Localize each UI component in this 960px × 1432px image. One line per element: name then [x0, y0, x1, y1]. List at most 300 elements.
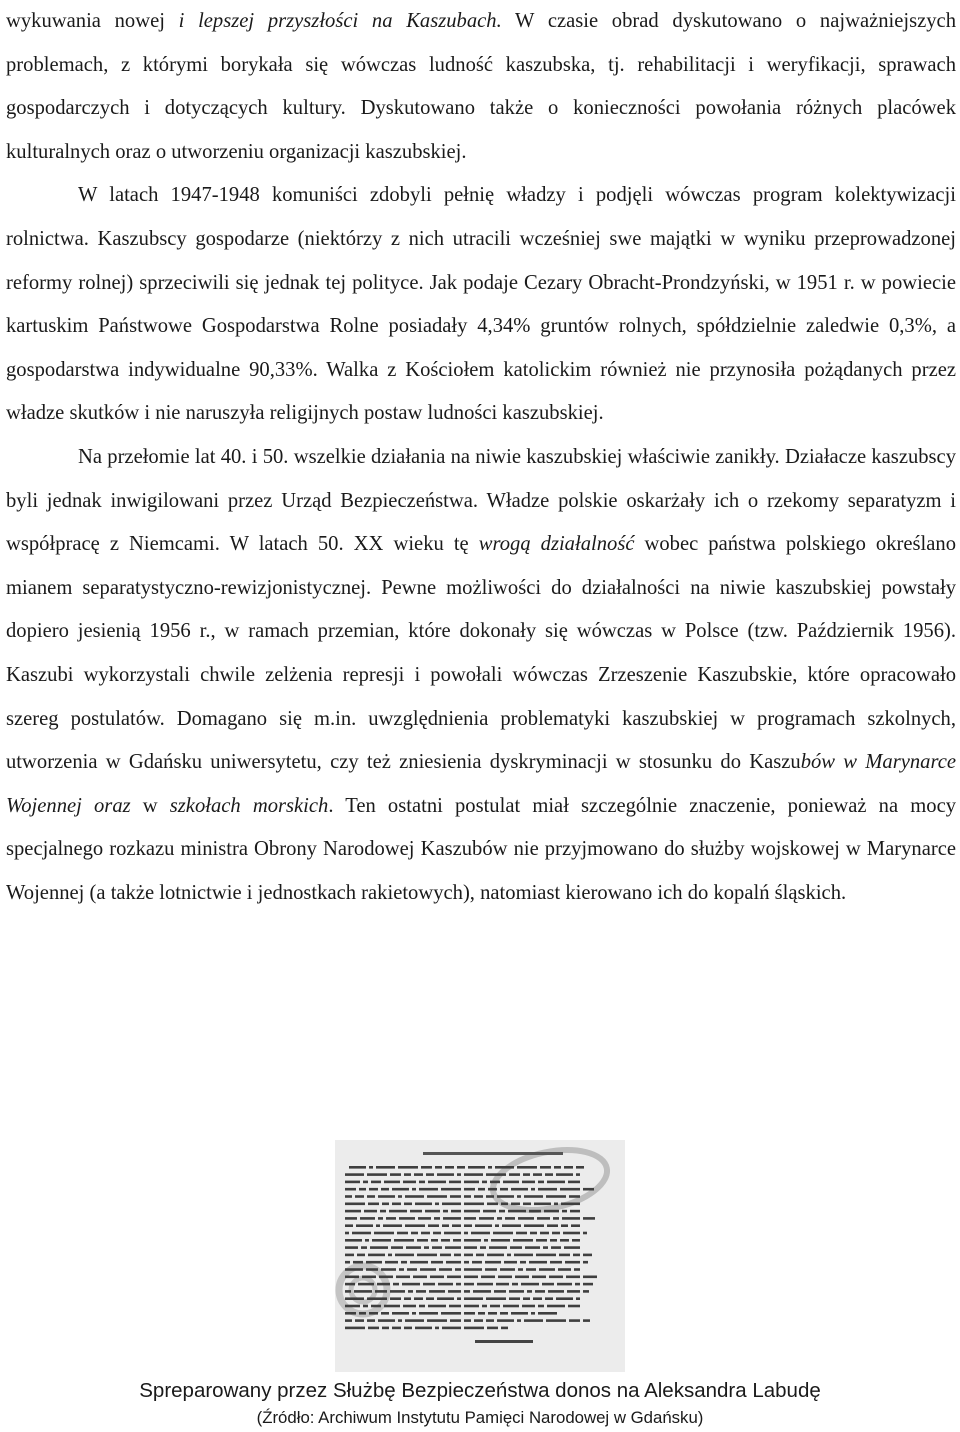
typed-word [550, 1261, 562, 1264]
typed-word [399, 1268, 404, 1271]
typed-word [464, 1312, 475, 1315]
typed-word [464, 1188, 475, 1191]
typed-word [478, 1188, 485, 1191]
text-run: wobec państwa polskiego określano mianem separatystyczno-rewizjonistycznej. Pewne możliwości do działalności na niwie kaszubskiej powstały dopiero jesienią 1956 r., w ramach przemian, które dokonały się wówczas w Polsce (tzw. Październik 1956). Kaszubi wykorzystali chwile zelżenia represji i powołali wówczas Zrzeszenie Kaszubskie, które opracowało szereg postulatów. Domagano się m.in. uwzględnienia problematyki kaszubskiej w programach szkolnych, utworzenia w Gdańsku uniwersytetu, czy też zniesienia dyskryminacji w stosunku do Kaszu [6, 533, 956, 774]
typed-word [483, 1210, 496, 1213]
typed-word [488, 1188, 497, 1191]
typed-word [368, 1254, 385, 1257]
typed-word [531, 1188, 535, 1191]
typed-word [509, 1297, 520, 1300]
typed-word [474, 1195, 483, 1198]
typed-word [545, 1297, 553, 1300]
typed-word [524, 1195, 543, 1198]
typed-word [583, 1319, 590, 1322]
typed-word [543, 1246, 548, 1249]
typed-word [464, 1319, 471, 1322]
typed-word [571, 1224, 580, 1227]
typed-word [538, 1188, 557, 1191]
typed-word [561, 1203, 580, 1206]
typed-word [379, 1276, 393, 1279]
typed-word [415, 1203, 432, 1206]
typed-word [426, 1297, 434, 1300]
typed-word [504, 1261, 517, 1264]
typed-word [442, 1327, 461, 1330]
typed-word [441, 1312, 461, 1315]
text-run: W czasie obrad dyskutowano o najważniejszych problemach, z którymi borykała się wówczas ludność kaszubska, tj. rehabilitacji i weryfikacji, sprawach gospodarczych i dotyczących kultury. Dyskutowano także o konieczności powołania różnych placówek kulturalnych oraz o utworzeniu organizacji kaszubskiej. [6, 10, 956, 163]
typed-word [464, 1268, 482, 1271]
typed-word [428, 1305, 446, 1308]
typed-word [440, 1254, 451, 1257]
typed-word [414, 1173, 423, 1176]
typed-word [345, 1254, 354, 1257]
typed-word [564, 1246, 580, 1249]
typed-word [435, 1327, 439, 1330]
typed-word [454, 1254, 461, 1257]
typed-word [495, 1166, 514, 1169]
typed-word [448, 1290, 461, 1293]
typed-word [445, 1166, 454, 1169]
typed-word [486, 1297, 506, 1300]
typed-word [361, 1246, 367, 1249]
typed-word [501, 1203, 508, 1206]
typed-word [538, 1312, 557, 1315]
typed-word [533, 1297, 542, 1300]
typed-word [404, 1173, 411, 1176]
typed-word [383, 1224, 402, 1227]
typed-word [419, 1188, 438, 1191]
typed-word [435, 1166, 442, 1169]
typed-word [517, 1166, 537, 1169]
typed-word [407, 1268, 417, 1271]
typed-word [501, 1327, 508, 1330]
document-page [6, 0, 956, 915]
typed-word [583, 1261, 588, 1264]
typed-word [476, 1254, 484, 1257]
typed-word [367, 1297, 387, 1300]
typed-word [464, 1217, 476, 1220]
typed-word [430, 1276, 444, 1279]
typed-word [583, 1283, 593, 1286]
typed-word [517, 1319, 521, 1322]
typed-word [370, 1246, 388, 1249]
typed-word [429, 1290, 445, 1293]
typed-word [402, 1283, 420, 1286]
typed-word [522, 1181, 535, 1184]
typewritten-document-icon [335, 1140, 625, 1372]
typed-word [396, 1276, 410, 1279]
typed-word [417, 1254, 437, 1257]
typed-word [405, 1195, 424, 1198]
typed-word [566, 1276, 580, 1279]
typed-word [445, 1246, 461, 1249]
typed-word [401, 1261, 407, 1264]
typed-word [496, 1283, 509, 1286]
typed-word [365, 1239, 369, 1242]
typed-word [505, 1217, 515, 1220]
typed-word [530, 1232, 537, 1235]
typed-word [538, 1181, 544, 1184]
typed-word [464, 1283, 474, 1286]
typed-word [523, 1203, 531, 1206]
typed-word [531, 1312, 535, 1315]
typed-word [369, 1312, 378, 1315]
typed-word [490, 1305, 500, 1308]
typed-word [563, 1232, 580, 1235]
typed-word [529, 1261, 547, 1264]
typed-word [433, 1232, 441, 1235]
typed-word [486, 1173, 506, 1176]
typed-word [453, 1239, 461, 1242]
typed-word [404, 1203, 412, 1206]
typed-word [412, 1312, 416, 1315]
typed-word [359, 1312, 366, 1315]
typed-word [403, 1305, 416, 1308]
typed-word [540, 1166, 551, 1169]
typed-word [428, 1181, 446, 1184]
typed-word [489, 1246, 507, 1249]
typed-word [485, 1261, 501, 1264]
typed-word [511, 1188, 528, 1191]
italic-text: bów w Marynarce Wojennej oraz [6, 751, 956, 817]
typed-word [464, 1195, 471, 1198]
typed-word [547, 1305, 565, 1308]
typed-word [488, 1312, 497, 1315]
typed-word [381, 1188, 389, 1191]
typed-word [449, 1181, 461, 1184]
typed-word [363, 1181, 368, 1184]
typed-word [556, 1173, 573, 1176]
typed-word [389, 1210, 407, 1213]
typed-word [503, 1181, 519, 1184]
typed-word [568, 1181, 580, 1184]
typed-word [446, 1261, 461, 1264]
typed-word [345, 1224, 353, 1227]
typed-word [457, 1166, 465, 1169]
typed-word [554, 1166, 561, 1169]
typed-word [473, 1290, 491, 1293]
typed-word [497, 1217, 502, 1220]
typed-word [534, 1203, 551, 1206]
typed-word [538, 1305, 544, 1308]
typed-word [512, 1283, 518, 1286]
typed-word [529, 1210, 541, 1213]
typed-word [395, 1254, 414, 1257]
typed-word [431, 1261, 443, 1264]
typed-word [378, 1319, 395, 1322]
typed-word [500, 1188, 508, 1191]
typed-word [567, 1290, 580, 1293]
typed-word [535, 1290, 545, 1293]
typed-word [556, 1297, 573, 1300]
typed-word [478, 1312, 485, 1315]
typed-word [363, 1305, 368, 1308]
typed-word [490, 1181, 500, 1184]
typed-word [358, 1283, 374, 1286]
typed-word [515, 1276, 529, 1279]
typed-word [345, 1327, 365, 1330]
typed-word [511, 1203, 520, 1206]
typed-word [357, 1254, 365, 1257]
typed-word [498, 1276, 512, 1279]
typed-word [456, 1283, 461, 1286]
typed-word [449, 1305, 461, 1308]
typed-word [468, 1166, 485, 1169]
typed-word [345, 1239, 362, 1242]
typed-word [434, 1217, 440, 1220]
typed-word [464, 1224, 472, 1227]
archival-document-image [335, 1140, 625, 1372]
typed-word [386, 1217, 396, 1220]
typed-word [356, 1224, 373, 1227]
typed-word [488, 1166, 492, 1169]
typed-word [569, 1195, 580, 1198]
typed-word [376, 1166, 395, 1169]
typed-word [408, 1290, 413, 1293]
italic-text: wrogą działalność [478, 533, 635, 556]
typed-word [510, 1246, 522, 1249]
typed-word [484, 1239, 488, 1242]
typed-word [507, 1254, 511, 1257]
typed-word [368, 1327, 379, 1330]
typed-word [464, 1254, 473, 1257]
typed-word [472, 1261, 482, 1264]
typed-word [562, 1210, 567, 1213]
typed-word [486, 1195, 494, 1198]
typed-word [437, 1173, 454, 1176]
typed-word [345, 1283, 355, 1286]
typed-word [548, 1290, 564, 1293]
typed-word [345, 1232, 349, 1235]
typed-word [500, 1312, 508, 1315]
typed-word [428, 1224, 439, 1227]
typed-word [384, 1181, 400, 1184]
typed-word [480, 1246, 486, 1249]
typed-word [497, 1319, 514, 1322]
typed-word [487, 1327, 498, 1330]
typed-word [399, 1217, 415, 1220]
typed-word [390, 1297, 401, 1300]
typed-word [486, 1319, 494, 1322]
typed-word [413, 1276, 427, 1279]
text-run: w [130, 794, 170, 817]
typed-word [525, 1246, 540, 1249]
typed-word [552, 1232, 560, 1235]
typed-word [583, 1254, 592, 1257]
typed-word [385, 1261, 398, 1264]
typed-word [404, 1297, 411, 1300]
typed-word [419, 1305, 425, 1308]
typed-word [435, 1203, 439, 1206]
typed-word [372, 1239, 391, 1242]
typed-word [546, 1319, 566, 1322]
typed-word [414, 1297, 423, 1300]
typed-word [349, 1166, 366, 1169]
typed-word [511, 1312, 528, 1315]
typed-word [377, 1283, 390, 1286]
typed-word [487, 1203, 498, 1206]
typed-word [345, 1261, 350, 1264]
typed-word [353, 1261, 363, 1264]
typed-word [464, 1203, 484, 1206]
typed-word [569, 1319, 580, 1322]
typed-word [384, 1305, 400, 1308]
typed-word [345, 1297, 364, 1300]
typed-word [427, 1319, 447, 1322]
typed-word [524, 1319, 543, 1322]
typed-word [451, 1210, 461, 1213]
typed-word [562, 1217, 580, 1220]
typed-word [345, 1203, 365, 1206]
typed-word [426, 1173, 434, 1176]
typed-word [392, 1327, 401, 1330]
typed-word [583, 1188, 594, 1191]
typed-word [442, 1224, 449, 1227]
typed-word [497, 1195, 514, 1198]
typed-word [576, 1297, 580, 1300]
typed-word [570, 1210, 580, 1213]
typed-word [479, 1217, 494, 1220]
typed-word [345, 1195, 352, 1198]
typed-word [345, 1246, 358, 1249]
typed-word [393, 1283, 399, 1286]
typed-word [524, 1224, 544, 1227]
typed-word [382, 1203, 389, 1206]
typed-word [572, 1239, 580, 1242]
typed-word [418, 1217, 431, 1220]
text-run: wykuwania nowej [6, 10, 179, 32]
typed-word [564, 1166, 573, 1169]
typed-word [388, 1254, 392, 1257]
typed-word [514, 1254, 533, 1257]
typed-word [477, 1283, 493, 1286]
typed-word [499, 1210, 505, 1213]
typed-word [406, 1246, 421, 1249]
typed-word [583, 1217, 595, 1220]
typed-word [551, 1246, 561, 1249]
typed-word [378, 1217, 383, 1220]
typed-word [464, 1261, 469, 1264]
typed-word [366, 1261, 382, 1264]
typed-word [576, 1166, 584, 1169]
typed-word [345, 1276, 359, 1279]
typed-word [367, 1319, 375, 1322]
typed-word [547, 1224, 558, 1227]
typed-word [464, 1232, 468, 1235]
typed-word [425, 1210, 440, 1213]
typed-word [376, 1224, 380, 1227]
figure-source: (Źródło: Archiwum Instytutu Pamięci Narodowej w Gdańsku) [256, 1408, 704, 1427]
typed-word [533, 1173, 542, 1176]
text-run: Na przełomie lat 40. i 50. wszelkie działania na niwie kaszubskiej właściwie zanikły. Działacze kaszubscy byli jednak inwigilowani przez Urząd Bezpieczeństwa. Władze polskie oskarżały ich o rzekomy separatyzm i współpracę z Niemcami. W latach 50. XX wieku tę [6, 445, 956, 556]
typed-word [560, 1239, 569, 1242]
typed-word [362, 1276, 376, 1279]
typed-word [345, 1181, 360, 1184]
typed-word [411, 1232, 418, 1235]
typed-word [547, 1181, 565, 1184]
typed-word [345, 1217, 357, 1220]
typed-word [391, 1246, 403, 1249]
typed-word [398, 1166, 418, 1169]
typed-word [457, 1297, 461, 1300]
typed-word [583, 1232, 587, 1235]
typed-word [427, 1195, 447, 1198]
typed-word [368, 1203, 379, 1206]
typed-word [509, 1173, 520, 1176]
typed-word [546, 1195, 566, 1198]
typed-word [345, 1173, 364, 1176]
typed-word [549, 1276, 563, 1279]
typed-word [522, 1305, 535, 1308]
typed-word [416, 1290, 426, 1293]
typed-word [493, 1232, 513, 1235]
typed-word [394, 1239, 414, 1242]
typed-word [494, 1290, 506, 1293]
typed-word [560, 1188, 580, 1191]
typed-word [371, 1305, 381, 1308]
typed-word [369, 1188, 378, 1191]
typed-word [392, 1203, 401, 1206]
typed-word [345, 1210, 361, 1213]
typed-word [354, 1290, 372, 1293]
typed-word [352, 1232, 371, 1235]
typed-word [502, 1224, 521, 1227]
typed-word [345, 1312, 356, 1315]
typed-word [410, 1210, 422, 1213]
typed-word [518, 1268, 523, 1271]
typed-word [421, 1232, 430, 1235]
typed-word [464, 1305, 479, 1308]
typed-word [559, 1254, 570, 1257]
typed-word [482, 1305, 487, 1308]
typed-word [360, 1217, 375, 1220]
typed-word [397, 1232, 408, 1235]
typed-word [583, 1290, 589, 1293]
typed-word [553, 1217, 559, 1220]
typed-word [398, 1319, 402, 1322]
typed-word [438, 1283, 453, 1286]
typed-word [521, 1283, 539, 1286]
typed-word [558, 1268, 571, 1271]
typed-word [545, 1173, 553, 1176]
typed-word [565, 1261, 580, 1264]
typed-word [404, 1327, 412, 1330]
typed-word [439, 1268, 452, 1271]
typed-word [464, 1239, 481, 1242]
typed-word [464, 1276, 478, 1279]
typed-word [537, 1217, 550, 1220]
typed-word [423, 1283, 435, 1286]
typed-word [450, 1195, 461, 1198]
typed-word [405, 1224, 425, 1227]
typed-word [441, 1239, 450, 1242]
typed-word [405, 1319, 424, 1322]
typed-word [575, 1283, 580, 1286]
typed-word [457, 1173, 461, 1176]
typed-word [359, 1188, 366, 1191]
typed-word [527, 1290, 532, 1293]
typed-word [557, 1283, 572, 1286]
text-run: . Ten ostatni postulat miał szczególnie znaczenie, ponieważ na mocy specjalnego rozkazu ministra Obrony Narodowej Kaszubów nie przyjmowano do służby wojskowej w Marynarce Wojennej (a także lotnictwie i jednostkach rakietowych), natomiast kierowano ich do kopalń śląskich. [6, 794, 957, 904]
typed-word [464, 1173, 483, 1176]
typed-word [380, 1210, 386, 1213]
typed-word [366, 1268, 378, 1271]
typed-word [419, 1181, 425, 1184]
typed-word [464, 1327, 484, 1330]
typed-word [417, 1239, 428, 1242]
typed-word [364, 1210, 377, 1213]
typed-word [526, 1268, 536, 1271]
paragraph [6, 436, 956, 916]
